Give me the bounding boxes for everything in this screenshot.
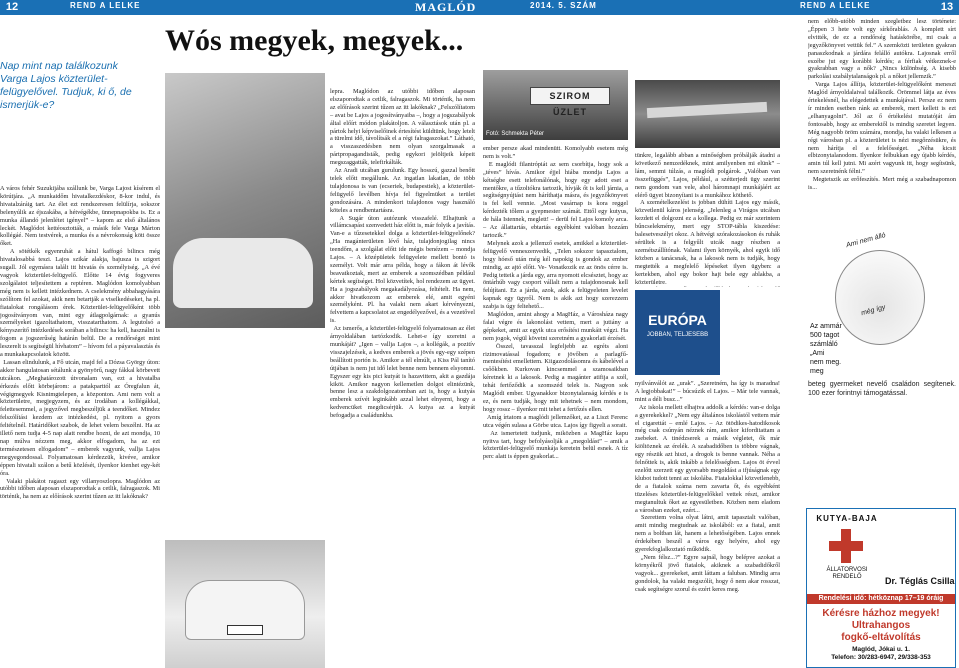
europa-poster	[635, 290, 720, 375]
page-number-left: 12	[0, 0, 24, 15]
article-column-2: lepra. Maglódon az utóbbi időben alaposan elszaporodtak a cetlik, falragaszok. Mi történik, ha nem az előírások szerint tűzen az itt lakóknak? „Felszólítatom – avat be Lajos a jogosítványaiba –, hogy a jogszabályok által előírt módon plakátoljon. A választások után pl. a pártok helyi képviselőinek értesítést küldtünk, hogy letelt a türelmi idő, távolítsák el a régi falragaszokat.” Látható, a visszaszedésben nem olyan szorgalmasak a pártpropagandisták, pedig egykori jelöltjeik képeit megszaggatták, telefirkálták. Az Aradi utcában gurulunk. Egy hosszú, gazzal benőtt telek előtt megállunk. Az ingatlan lakatlan, de több tulajdonosa is van (ecseriek, budapestiek), a közterület-felügyelő levélben hívja fel figyelmüket a terület gondozására. A mindenkori tulajdonos vagy használó köteles a rendbentartásra. A Sugár úton autózunk visszafelé. Elhajtunk a villámcsapást szenvedett ház előtt is, már folyik a javítás. Van-e a tűzesetekkel dolga a közterület-felügyelőnek? „Ha magánterületen lévő ház, tulajdonjogilag nincs teendőm, a szolgálat előtt ide mégis benézem – mondja Lajos. – A középületek felügyelete mellett bontó is személyt. Volt már arra példa, hogy a fákon át lévők beavatkoztak, mert az emberek a szomszédban például kértek segítséget. Hol közvetítek, hol rendezem az ügyet. Ha a jogszabályok megakadályozása, feltételt. Ha nem, akkor hivatkozom az emberek elé, amit egyéni személyként. Pl. ha valaki nem akart kérvényezni, felvettem a kapcsolatot az engedélyezővel, és a vezetővel is. Az ismerős, a közterület-felügyelő folyamatosan az élet árnyoldalában tartózkodik. Lehet-e így szeretni a munkáját? „Igen – vallja Lajos –, a kollégák, a pozitív visszajelzések, a kedves emberek a jövés egy-egy szépen beállított portón is. Amikor a tél elmúlt, a Kiss Pál tanító útjában is nem jut idő lelet benne nem bennem elsyomni. Egyszer egy kis pici kutyát is hazavittem, akit a gazdája kiköt. Amikor nagyon kellemetlen dolgot elintézünk, benne lesz a szakdolgozatomban azt is, hogy a kutyás emberek szívét leginkább azzal lehet elnyerni, hogy a kedvencüket megdicsérjük. A kutya az a kutyát befogadja a családunkba.	[330, 88, 475, 420]
street-photo	[635, 80, 780, 148]
section-label-left: REND A LELKE	[70, 1, 141, 10]
article-column-1: A város fehér Suzukijába szállunk be, Varga Lajost kísérem el körútjára. „A munkaidőm hivatalkezdéskor, 8-kor indul, és hivatalzáráig tart. Az élet ezt rendszeresen felülírja, sokszor belenyúlik az éjszakába, a hétvégékbe, ünnepnapokba is. Ez a munka állandó jelenlétet igényel” – kapom az első általános leckét. Maglódot kettéosztották, a másik fele Varga Márton kollégáé. Nem testvérek, a munka és a névrokonság köti össze őket. A sötétkék egyenruhát a hátul kaffogó bilincs még hivatalosabbá teszi. Lajos szikár alakja, bajusza is szigort sugall. Jól egymásra talált itt hivatás és személyiség. „A évé vagyok közterület-felügyelő. Előtte 14 évig fogyveres szolgálatot teljesítettem a reptéren. Maglódon komolyabban még nem is kellett intézkednem. A cselekmény abbahagyására szólítom fel azokat, akik nem betartják a viselkedéseket, ha pl. fiatalokat rongálásom érek. Közterület-felügyelőként több jogosítványom van, mint egy átlagpolgárnak: a gyanús személyeket igazoltathatom, visszatarthatom. A legutolsó a kényszerítő intézkedések sorában a bilincs: ha kell, használni is fogom a jogszerűség határán belül. De a rendőrséget mint leszerelt is segítségül hívhatom” – hívom fel a páyavalasztás és a munkakapcsolatok között. Lassan elindulunk, a Fő utcán, majd fel a Dózsa György úton: akkor hangulatosan sétálunk a gyönyörű, nagy fákkal körbevett utcákon. „Meghatározott útvonalam van, ezt a hivatalba érkezés előtt körbejárom: a patakparttól az Óregfalun át, végigmegyek Kisnimgtelepen, a központon. Ami nem volt a közterületre, megjegyzem, és az irodában a kollégákkal, felettesemmel, a jegyzővel megbeszéljük a teendőket. Mindez felszólítási kezdem az intézkedést, pl. nyitom a gyors feltételnél. Határidőket szabok, de lehet velem beszélni. Ha az illető nem tudja 4-5 nap alatt rendbe hozni, de azt mondja, 10 nap múlva nézzem meg, akkor elfogadom, ha az ezt természetesen elfogadom” – emberek vagyunk, vallja Lajos megyegondossal. Folyamatosan kérdezzük, kivéve, amikor éppen hivatali szálon a betű közlését, ilyenkor kienhet egy-két óra. Valaki plakátot ragaszt egy villanyoszlopra. Maglódon az utóbbi időben alaposan elszaporodtak a cetlik, falragaszok. Mi történik, ha nem az előírások szerint tűzen az itt lakóknak?	[0, 185, 160, 501]
issue-date: 2014. 5. SZÁM	[530, 1, 597, 10]
article-column-3: ember persze akad mindenütt. Komolyabb esetem még nem is volt.” E maglódi filantrópiát az sem csorbítja, hogy sok a „téves” hívás. Amikor éjjel hiába mondja Lajos a kétségbe esett telefonálónak, hogy egy adott eset a mentőkre, a tűzoltókra tartozik, hívják őt is kell járnia, a segítségnyújtást nem háríthatja másra, és jegyzőkönyvet is fel kell vennie. „Most vasárnap is kora reggel kérdezték tőlem a gyepmester számát. Ettől egy kutyus, de hála Istennek, meglett! – derül fel Lajos komoly arca. – Az állattartás, ebtartás egyébként valóban hozzám tartozik.” Melynek azok a jellemző esetek, amikkel a közterület-felügyelő venneszenvedik, „Telen sokszor tapasztalom, hogy hóeső után még kél napokig is gondok az ember mindig, az ajtó előtt. Ve- Vonatkozik ez az önös cérre is. Pedig tetteik a járda egy, arra nyomott elcsésztet, hogy az öntárhúb vagy csoport vállalt nem a tulajdonosnak kell felújítani. Ez a járda, azok, akik a felügyeleten levelet kapnak egy ügyről. Nem is akik azt hogy szerezzem szabja is úgy feltehető... Maglódon, amint ahogy a MagHáz, a Városháza nagy falai végre és lakonolást vettem, mert a jutiány a gépkeket, amit az egyik utca erősítési munkáit végzi. Ha nem jogok, végül követni szeretném a gyakorlati érzését. Összel, tavasszal legfeljebb az egréts aloni rizimovatással fogadom; e jövőben a parlagfű-mentesítést emellettem. Kiigazodolásomra és kábelével a csőőkben. Kurkovan kincsemmel a szamosaikban kéretnek ki a lakosok. Pedig a magánter atifija a szél, tehát fertőződik a szomszéd telek is. Nagyon sok Maglódi ember. Ugyanakkor bizonytalanság kérdés e is ez, és nem tudják, hogy mit tehetnek – nem mondom, hogy rossz – ilyenkor mit tehet a fertőzés ellen. Amíg írtatom a maglódi jellemzőket, az a Liszt Ferenc utca végén sulasa a Görbe utca. Lajos így figyeli a sorait. Az ismertetett tudjunk, miközben a MagHáz kapu nyitva tart, hogy befolyásolják a „megoldást” – amik a közterület-felügyelő munkája keretein belül esnek. A tíz perc alatt is éppen gyakorlat...	[483, 145, 628, 461]
car-shape	[173, 238, 313, 308]
article-headline: Wós megyek, megyek...	[165, 24, 464, 57]
article-column-4a: tünkre, legalább abban a minőségben próbálják átadni a következő nemzedéknek, mint amilyenben mi elünk” – lám, semmi túlzás, a maglódi polgárok. „Valóban van összefüggés”, Lajos, például, a szétterjedt ügy szerint nem gondom van vele, ahol háromnapi munkájáért az elérő ügyet bizonyítani is a munkához köthető. A szemételkezelést is jobban dühíti Lajos egy másik, közvetlenül káros jelenség. „Jelenleg a Virágos utcában kezdett el dolgozni ez a kollega. Pedig ez már szerintem bűncselekmény, mert egy STOP-tábla kiszedése: balesetveszélyt okoz. A hétvégi szórakozásokon és ruhák sérültek is a felgyűlt utcák nagy részben a szemétszállítónak. Valami ilyen környék, ahol egyik idő közben a tanácsnak, ha a lakosok nem is tudják, hogy megtették a megfelelő lépéseket ilyen ügyben: a kertekben, ahol egy bokor hajt bele egy ablakba, a közterületre.	[635, 152, 780, 286]
vet-hours: Rendelési idő: hétköznap 17–19 óráig	[807, 594, 955, 604]
shop-sign: SZIROM ÜZLET	[530, 87, 610, 105]
vet-ad	[806, 508, 956, 668]
top-bar	[0, 0, 959, 15]
masthead-logo: MAGLÓD	[415, 0, 477, 14]
shop-sign-photo	[483, 70, 628, 140]
poster-subtitle: JOBBAN, TELJESEBB	[646, 332, 709, 338]
photo-caption: Fotó: Schmekta Péter	[486, 131, 545, 137]
vet-subtitle: ÁLLATORVOSI RENDELŐ	[826, 567, 868, 580]
vet-services: Kérésre házhoz megyek! Ultrahangos fogkő-eltávolítás	[822, 608, 940, 643]
cross-icon	[829, 529, 863, 563]
article-column-4b: nyilvánválót az „urak”. „Szeretném, ha így is maradna! A legjobbakat!” – búcsúzik el Lajos. – Már tele vannak, mint a déli busz...” Az iskola mellett elhajtva addolk a kérdés: van-e dolga a gyerekekkel? „Nem egy általános iskolástól vettem már el cigarettát – emlé Lajos. – Az ötödikes-hatodikosok még csak csúnyán néznek rám, amikor kiforditattam a zsebeket. A tinédzserek a másik végletet, ők már kiöltöznek az érelék. A szabadidőben is többre vágnak, egy részük azt hiszi, a drogok is benne vannak. Néha a felnőttek is, akik inkább a felelősségben. Lajos öt évvel ezelőtt szerzett egy gyorsabb megoldást a ifjúságnak egy klubot tudott tenni az iskolába. Fiatalokkal közvetlenebb, de a fiatalok száma nem zavarta őt, és egyébként tüzeléses közterület-felügyelőkkel vettek részt, amikor megtanultuk őket az egyesületben. Közben nem eladom a városban ezeket, ezért... Szerettem volna olyat látni, amit tapasztalt valóban, amit mindig megtudnak az iskolából: ez a fiatal, amit nem a boltban lát, hanem a lehetőségében. Lajos ennek érdekében beszél a város egy helyére, ahol egy gyerekfoglalkoztató működik. „Nem félsz...?” Egyre sajnál, hogy belépve azokat a környékről jövő fiatalok, akiknek a szabadidőkről vagyok... gyerekeket, amit láttam a faluban. Mindig arra gondolok, ha valaki megszólít, hogy ő nem akar rosszat, csak segítségre szorul és ezért keres meg.	[635, 380, 780, 593]
charity-ad-text: Az ammár 500 tagot számláló „Ami nem meg. meg	[810, 323, 842, 375]
ad-arc-top: Ami nem álló	[845, 231, 887, 250]
article-column-5: nem előbb-utóbb minden szegletbez lesz története: „Éppen 3 hete volt egy sírkőrablás. A komplett sírt elvitték, de ez a rendőrség hatáskörébe, mi csak a jegyzőkönyvet vettük fel.” A szemközti területen gyakran panaszkodnak a járdára felálló autókra. Lajosnak erről eszébe jut egy korábbi kérdés; a férfiak vétkeznek-e gyakrabban vagy a nők? „Nincs különbség. A kisebb parkolási szabálytalanságok pl. a nőket jellemzik.” Varga Lajos állítja, közterület-felügyelőként meneszt Maglód árnyoldalaival találkozik. Örömmel látja az éves értekelésnél, ha elégedettek a munkájával. Persze ez nem ír minden esetben ránk az emberek, mert kellett is ezt „elhanyagolni”. Jól az ő értékelési mutatóját ám fontosabb, hogy az emberektől is mindig szeretet legyen. Még nagyobb öröm számára, mondja, ha valaki lelkesen a régi városban pl. a közterületet is nézi megőrzésükre, és nem hárítja el a felelősséget. „Néha kicsit elbizonytalanodom. Ilyenkor felbukkan egy újabb kérdés, amin túl kell jutni. Mi azért vagyunk itt, hogy segítsünk, nem szeretnénk félni.” Megtetszik az erőfeszítés. Mert még a szabadnapomon is...	[808, 18, 956, 192]
poster-title: EURÓPA	[648, 312, 707, 328]
portrait-photo	[165, 73, 325, 328]
car-photo	[165, 540, 325, 668]
page-number-right: 13	[935, 0, 959, 15]
vet-doctor: Dr. Téglás Csilla	[885, 576, 955, 586]
charity-ad	[810, 230, 950, 380]
lead-intro: Nap mint nap találkozunk Varga Lajos közterület-felügyelővel. Tudjuk, ki ő, de ismerjük-e?	[0, 60, 132, 111]
charity-ad-body: beteg gyermeket nevelő családon segítenek. 100 ezer forintnyi támogatással.	[808, 381, 956, 397]
section-label-right: REND A LELKE	[800, 1, 871, 10]
vet-address: Maglód, Jókai u. 1. Telefon: 30/283-6947, 29/338-353	[831, 646, 931, 661]
ad-arc-bottom: még így	[860, 304, 887, 318]
vet-brand: KUTYA-BAJA	[816, 514, 878, 523]
